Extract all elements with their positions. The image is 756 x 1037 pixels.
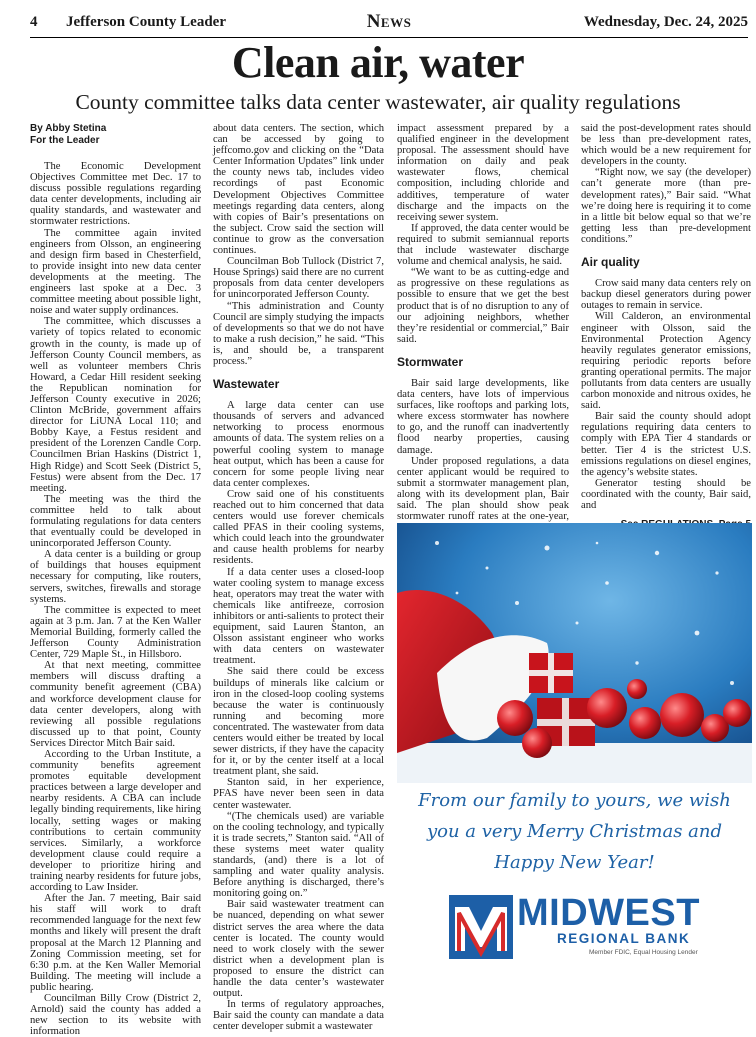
article-paragraph: impact assessment prepared by a qualified engineer in the development proposal. The assessment should have information on daily and peak wastewater flows, chemical composition, including chloride and additives, temperature of water discharge and the impacts on the receiving sewer system. <box>397 123 569 223</box>
paragraph-group <box>397 123 569 345</box>
article-paragraph: “Right now, we say (the developer) can’t generate more (than pre-development rates),” Bair said. “What we’re doing here is requiring it to come in a little bit below equal so that we’re getting less than pre-development conditions.” <box>581 167 751 245</box>
page-number: 4 <box>30 14 38 30</box>
article-paragraph: Crow said many data centers rely on backup diesel generators during power outages to remain in service. <box>581 278 751 312</box>
article-column-1 <box>30 123 201 1037</box>
article-paragraph: about data centers. The section, which can be accessed by going to jeffcomo.gov and clicking on the “Data Center Information Updates” link under the county news tab, includes video recordings of past Economic Development Objectives Committee meetings regarding data centers, along with copies of Bair’s presentations on the subject. Crow said the section will continue to grow as the conversation continues. <box>213 123 384 257</box>
article-paragraph: In terms of regulatory approaches, Bair said the county can mandate a data center developer submit a wastewater <box>213 999 384 1033</box>
article-column-4 <box>581 123 751 530</box>
subheading-stormwater: Stormwater <box>397 354 464 369</box>
article-paragraph: If a data center uses a closed-loop water cooling system to manage excess heat, operators may treat the water with chemicals like antifreeze, corrosion inhibitors or anti-salients to protect their equipment, said Lauren Stanton, an Olsson assistant engineer who works with data centers on wastewater treatment. <box>213 566 384 667</box>
article-paragraph: Crow said one of his constituents reached out to him concerned that data centers would use forever chemicals called PFAS in their cooling systems, which could leach into the groundwater and cause health problems for nearby residents. <box>213 488 384 567</box>
article-paragraph: After the Jan. 7 meeting, Bair said his staff will work to draft recommended language for the next few months and likely will present the draft proposal at the March 12 Planning and Zoning Commission meeting, set for 6:30 p.m. at the Ken Waller Memorial Building. The meeting will include a public hearing. <box>30 893 201 993</box>
subheading-air-quality: Air quality <box>581 255 640 270</box>
byline <box>30 123 201 147</box>
article-paragraph: Stanton said, in her experience, PFAS have never been seen in data center wastewater. <box>213 777 384 811</box>
article-paragraph: Under proposed regulations, a data center applicant would be required to submit a stormwater management plan, along with its development plan, Bair said. The plan should show peak stormwater runoff rates at the one-year, <box>397 455 569 523</box>
article-paragraph: At that next meeting, committee members will discuss drafting a community benefit agreement (CBA) and workforce development clause for data center developers, along with reviewing all possible regulations discussed up to that point, County Services Director Mitch Bair said. <box>30 660 201 749</box>
article-paragraph: Bair said large developments, like data centers, have lots of impervious surfaces, like rooftops and parking lots, where excess stormwater has nowhere to go, and the runoff can inadvertently flood nearby properties, causing damage. <box>397 377 569 456</box>
article-paragraph: Generator testing should be coordinated with the county, Bair said, and <box>581 477 751 511</box>
bank-christmas-ad <box>397 523 752 978</box>
article-paragraph: If approved, the data center would be required to submit semiannual reports that include wastewater discharge volume and chemical analysis, he said. <box>397 222 569 268</box>
paragraph-group <box>397 378 569 544</box>
article-paragraph: Bair said wastewater treatment can be nuanced, depending on what sewer district serves the area where the data center is located. The county would need to work closely with the sewer district when a development plan is proposed to ensure the district can handle the data center’s wastewater output. <box>213 899 384 1000</box>
paragraph-group <box>213 123 384 367</box>
article-paragraph: Bair said the county should adopt regulations requiring data centers to comply with EPA Tier 4 standards or better. Tier 4 is the strictest U.S. emissions regulations on diesel engines, the agency’s website states. <box>581 411 751 478</box>
paragraph-group <box>213 400 384 1032</box>
article-paragraph: The committee is expected to meet again at 3 p.m. Jan. 7 at the Ken Waller Memorial Building, formerly called the Jefferson County Administration Center, 729 Maple St., in Hillsboro. <box>30 604 201 661</box>
byline-author: By Abby Stetina <box>30 123 107 134</box>
christmas-photo <box>397 523 752 783</box>
article-paragraph: “(The chemicals used) are variable on the cooling technology, and typically it is trade secrets,” Stanton said. “All of these systems meet water quality standards, (and) there is a lot of sampling and water quality analysis. Before anything is discharged, there’s monitoring going on.” <box>213 810 384 900</box>
article-paragraph: According to the Urban Institute, a community benefits agreement promotes equitable development practices between a large developer and nearby residents. A CBA can include legally binding requirements, like hiring locally, setting wages or making contributions to certain community services. Similarly, a workforce development clause could require a developer to prioritize hiring and training nearby residents for future jobs, according to Law Insider. <box>30 748 201 894</box>
headline: Clean air, water <box>231 38 525 87</box>
article-paragraph: said the post-development rates should be less than pre-development rates, which would be a new requirement for developers in the county. <box>581 123 751 168</box>
article-paragraph: The committee again invited engineers from Olsson, an engineering and design firm based in Chesterfield, to provide insight into new data center developments at the meeting. The engineers last spoke at a Dec. 3 committee meeting about possible light, noise and water supply ordinances. <box>30 227 201 317</box>
article-paragraph: The Economic Development Objectives Committee met Dec. 17 to discuss possible regulations regarding data center developments, including air quality standards, and wastewater and stormwater restrictions. <box>30 161 201 228</box>
paragraph-group <box>581 278 751 511</box>
page-header <box>30 8 748 38</box>
newspaper-name: Jefferson County Leader <box>66 14 226 30</box>
issue-date: Wednesday, Dec. 24, 2025 <box>583 14 748 30</box>
article-paragraph: The committee, which discusses a variety of topics related to economic growth in the county, is made up of Jefferson County Council members, as well as volunteer members Chris Howard, a Cedar Hill resident seeking the Republican nomination for Jefferson County executive in 2026; Clinton McBride, government affairs director for LiUNA Local 110; and Bobby Kaye, a Festus resident and president of the Lorenzen Candle Corp. Councilmen Brian Haskins (District 1, High Ridge) and Scott Seek (District 5, Festus) were absent from the Dec. 17 meeting. <box>30 316 201 494</box>
bank-disclaimer: Member FDIC, Equal Housing Lender <box>589 949 698 956</box>
article-paragraph: “This administration and County Council are simply studying the impacts of developments so that we do not have to make a rush decision,” he said. “This is, and should be, a transparent process.” <box>213 300 384 367</box>
paragraph-group <box>581 123 751 245</box>
bank-subtitle: REGIONAL BANK <box>557 931 691 946</box>
article-paragraph: The meeting was the third the committee held to talk about formulating regulations for data centers that eventually could be developed in unincorporated Jefferson County. <box>30 493 201 550</box>
article-paragraph: She said there could be excess buildups of minerals like calcium or iron in the closed-loop cooling systems because the water is continuously running and becoming more concentrated. The wastewater from data centers would either be treated by local sewer districts, if they have the capacity for it, or by the center itself at a local treatment plant, she said. <box>213 666 384 778</box>
article-paragraph: “We want to be as cutting-edge and as progressive on these regulations as possible to ensure that we get the best product that is of no disruption to any of our adjoining neighbors, whether they’re residential or commercial,” Bair said. <box>397 267 569 345</box>
article-paragraph: Councilman Billy Crow (District 2, Arnold) said the county has added a new section to its website with information <box>30 993 201 1037</box>
byline-org: For the Leader <box>30 135 100 146</box>
bank-name: MIDWEST <box>517 892 700 934</box>
message-line-3: Happy New Year! <box>494 852 655 873</box>
article-paragraph: Will Calderon, an environmental engineer with Olsson, said the Environmental Protection Agency heavily regulates generator emissions, requiring periodic reports before granting operational permits. The major pollutants from data centers are usually carbon monoxide and nitrous oxides, he said. <box>581 311 751 412</box>
bank-logo-m-icon <box>449 895 513 959</box>
midwest-bank-logo <box>449 893 739 963</box>
message-line-1: From our family to yours, we wish <box>418 790 731 811</box>
paragraph-group <box>30 161 201 1037</box>
holiday-message <box>397 785 752 878</box>
article-paragraph: A data center is a building or group of buildings that houses equipment necessary for computing, like routers, servers, switches, firewalls and storage systems. <box>30 549 201 605</box>
article-paragraph: A large data center can use thousands of servers and advanced networking to process enormous amounts of data. The system relies on a powerful cooling system to manage heat output, which has been a cause for concern for some people living near data center complexes. <box>213 400 384 489</box>
subheadline: County committee talks data center wastewater, air quality regulations <box>75 90 681 114</box>
message-line-2: you a very Merry Christmas and <box>426 821 723 842</box>
article-paragraph: Councilman Bob Tullock (District 7, House Springs) said there are no current proposals from data center developers for unincorporated Jefferson County. <box>213 256 384 301</box>
article-column-3 <box>397 123 569 544</box>
section-name: News <box>366 11 412 32</box>
article-column-2 <box>213 123 384 1033</box>
subheading-wastewater: Wastewater <box>213 377 280 392</box>
